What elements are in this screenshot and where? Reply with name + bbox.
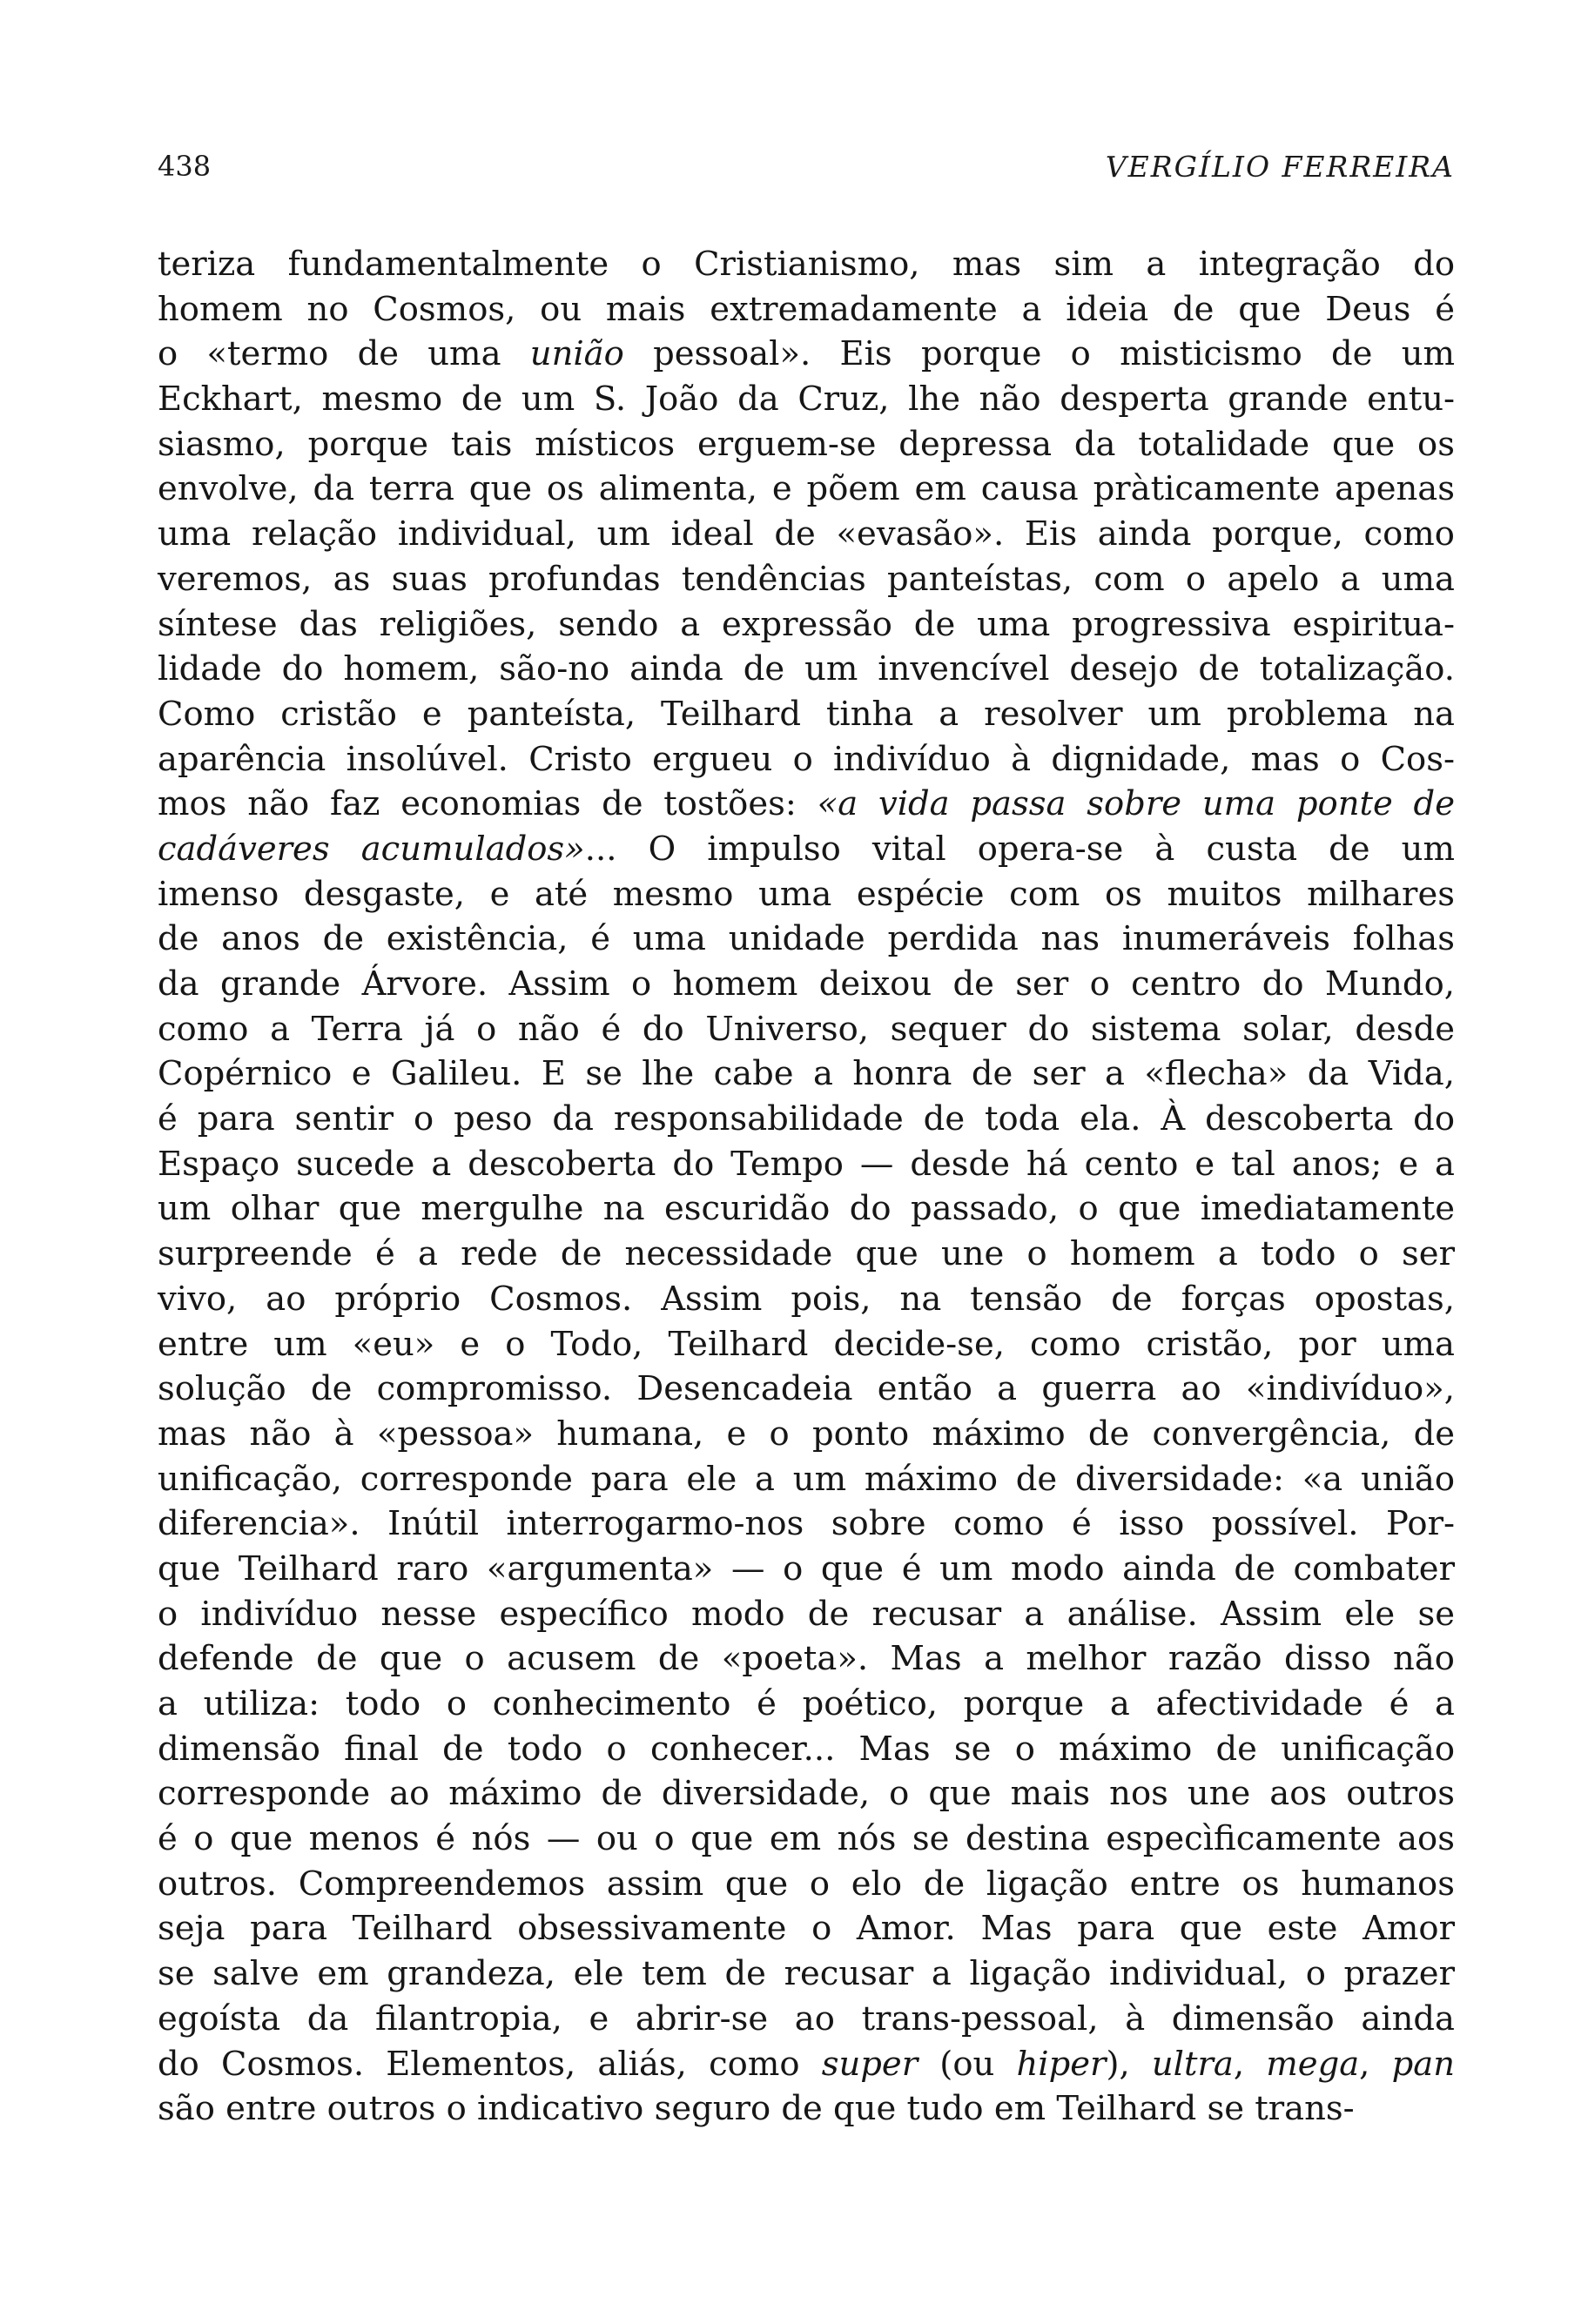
text-line <box>158 332 1455 377</box>
text-segment: Como cristão e panteísta, Teilhard tinha a resolver um problema na <box>158 694 1455 734</box>
italic-text: pan <box>1391 2044 1456 2084</box>
text-segment: síntese das religiões, sendo a expressão de uma progressiva espiritua- <box>158 604 1455 644</box>
text-segment: é o que menos é nós — ou o que em nós se destina especìficamente aos <box>158 1819 1455 1859</box>
text-segment: surpreende é a rede de necessidade que une o homem a todo o ser <box>158 1234 1455 1274</box>
text-line <box>158 782 1455 827</box>
page-number: 438 <box>158 150 212 183</box>
text-segment: ), <box>1106 2044 1152 2084</box>
text-segment: do Cosmos. Elementos, aliás, como <box>158 2044 822 2084</box>
text-segment: mas não à «pessoa» humana, e o ponto máximo de convergência, de <box>158 1414 1455 1454</box>
text-line <box>158 1367 1455 1412</box>
text-line <box>158 1682 1455 1727</box>
italic-text: «a vida passa sobre uma ponte de <box>817 784 1455 824</box>
text-line <box>158 467 1455 512</box>
italic-text: hiper <box>1016 2044 1107 2084</box>
text-segment: aparência insolúvel. Cristo ergueu o indivíduo à dignidade, mas o Cos- <box>158 739 1455 779</box>
text-line <box>158 2086 1455 2132</box>
text-line <box>158 1457 1455 1502</box>
text-segment: veremos, as suas profundas tendências panteístas, com o apelo a uma <box>158 559 1455 599</box>
text-segment: envolve, da terra que os alimenta, e põem em causa pràticamente apenas <box>158 469 1455 509</box>
text-line <box>158 1997 1455 2042</box>
text-line <box>158 557 1455 602</box>
text-line <box>158 1951 1455 1997</box>
text-segment: entre um «eu» e o Todo, Teilhard decide-se, como cristão, por uma <box>158 1324 1455 1364</box>
text-segment: pessoal». Eis porque o misticismo de um <box>623 334 1455 374</box>
text-segment: imenso desgaste, e até mesmo uma espécie com os muitos milhares <box>158 874 1455 914</box>
text-segment: teriza fundamentalmente o Cristianismo, mas sim a integração do <box>158 245 1455 284</box>
text-line <box>158 1817 1455 1862</box>
text-line <box>158 1547 1455 1592</box>
text-line <box>158 2042 1455 2087</box>
text-line <box>158 1097 1455 1142</box>
body-text <box>158 242 1455 2132</box>
text-segment: se salve em grandeza, ele tem de recusar a ligação individual, o prazer <box>158 1954 1455 1994</box>
text-segment: seja para Teilhard obsessivamente o Amor. Mas para que este Amor <box>158 1909 1455 1949</box>
text-line <box>158 1051 1455 1097</box>
text-segment: unificação, corresponde para ele a um máximo de diversidade: «a união <box>158 1459 1455 1499</box>
italic-text: mega <box>1266 2044 1360 2084</box>
text-segment: que Teilhard raro «argumenta» — o que é um modo ainda de combater <box>158 1548 1455 1589</box>
italic-text: ultra <box>1151 2044 1234 2084</box>
text-segment: o indivíduo nesse específico modo de recusar a análise. Assim ele se <box>158 1594 1455 1634</box>
text-line <box>158 962 1455 1007</box>
text-line <box>158 647 1455 692</box>
text-segment: uma relação individual, um ideal de «evasão». Eis ainda porque, como <box>158 514 1455 554</box>
text-segment: defende de que o acusem de «poeta». Mas a melhor razão disso não <box>158 1639 1455 1679</box>
text-segment: corresponde ao máximo de diversidade, o que mais nos une aos outros <box>158 1774 1455 1814</box>
text-line <box>158 1771 1455 1817</box>
text-line <box>158 602 1455 648</box>
text-line <box>158 242 1455 287</box>
text-segment: , <box>1233 2044 1267 2084</box>
italic-text: super <box>821 2044 918 2084</box>
text-segment: de anos de existência, é uma unidade perdida nas inumeráveis folhas <box>158 919 1455 959</box>
text-segment: é para sentir o peso da responsabilidade de toda ela. À descoberta do <box>158 1099 1455 1139</box>
text-segment: a utiliza: todo o conhecimento é poético, porque a afectividade é a <box>158 1684 1455 1723</box>
text-segment: , <box>1359 2044 1392 2084</box>
text-line <box>158 827 1455 872</box>
text-segment: outros. Compreendemos assim que o elo de ligação entre os humanos <box>158 1864 1455 1904</box>
text-line <box>158 1906 1455 1951</box>
text-segment: lidade do homem, são-no ainda de um invencível desejo de totalização. <box>158 649 1455 689</box>
text-segment: Espaço sucede a descoberta do Tempo — desde há cento e tal anos; e a <box>158 1144 1455 1184</box>
text-segment: vivo, ao próprio Cosmos. Assim pois, na tensão de forças opostas, <box>158 1279 1455 1319</box>
text-line <box>158 1727 1455 1772</box>
text-line <box>158 512 1455 557</box>
text-segment: o «termo de uma <box>158 334 530 374</box>
text-line <box>158 737 1455 783</box>
text-line <box>158 1186 1455 1232</box>
page-header <box>158 150 1455 193</box>
text-segment: como a Terra já o não é do Universo, sequer do sistema solar, desde <box>158 1009 1455 1049</box>
text-line <box>158 692 1455 737</box>
text-segment: mos não faz economias de tostões: <box>158 784 818 824</box>
text-segment: homem no Cosmos, ou mais extremadamente a ideia de que Deus é <box>158 289 1455 329</box>
text-segment: são entre outros o indicativo seguro de que tudo em Teilhard se trans- <box>158 2089 1355 2129</box>
text-segment: diferencia». Inútil interrogarmo-nos sobre como é isso possível. Por- <box>158 1504 1455 1544</box>
text-segment: (ou <box>918 2044 1017 2084</box>
text-segment: siasmo, porque tais místicos erguem-se depressa da totalidade que os <box>158 424 1455 464</box>
italic-text: união <box>529 334 624 374</box>
text-line <box>158 422 1455 467</box>
text-line <box>158 1277 1455 1322</box>
text-line <box>158 872 1455 917</box>
text-segment: Copérnico e Galileu. E se lhe cabe a honra de ser a «flecha» da Vida, <box>158 1054 1455 1094</box>
running-head-author: VERGÍLIO FERREIRA <box>1105 150 1455 184</box>
text-line <box>158 1322 1455 1367</box>
text-line <box>158 1501 1455 1547</box>
text-line <box>158 1412 1455 1457</box>
text-segment: ... O impulso vital opera-se à custa de um <box>584 829 1455 869</box>
text-line <box>158 1142 1455 1187</box>
text-line <box>158 1636 1455 1682</box>
text-segment: da grande Árvore. Assim o homem deixou de ser o centro do Mundo, <box>158 964 1455 1004</box>
text-line <box>158 287 1455 332</box>
text-line <box>158 377 1455 422</box>
text-segment: egoísta da filantropia, e abrir-se ao trans-pessoal, à dimensão ainda <box>158 1998 1455 2039</box>
text-line <box>158 917 1455 962</box>
italic-text: cadáveres acumulados» <box>158 829 585 869</box>
text-segment: Eckhart, mesmo de um S. João da Cruz, lhe não desperta grande entu- <box>158 379 1455 420</box>
text-segment: um olhar que mergulhe na escuridão do passado, o que imediatamente <box>158 1189 1455 1229</box>
text-line <box>158 1862 1455 1907</box>
text-line <box>158 1232 1455 1277</box>
text-segment: dimensão final de todo o conhecer... Mas se o máximo de unificação <box>158 1729 1455 1769</box>
text-segment: solução de compromisso. Desencadeia então a guerra ao «indivíduo», <box>158 1369 1455 1409</box>
text-line <box>158 1007 1455 1052</box>
text-line <box>158 1592 1455 1637</box>
